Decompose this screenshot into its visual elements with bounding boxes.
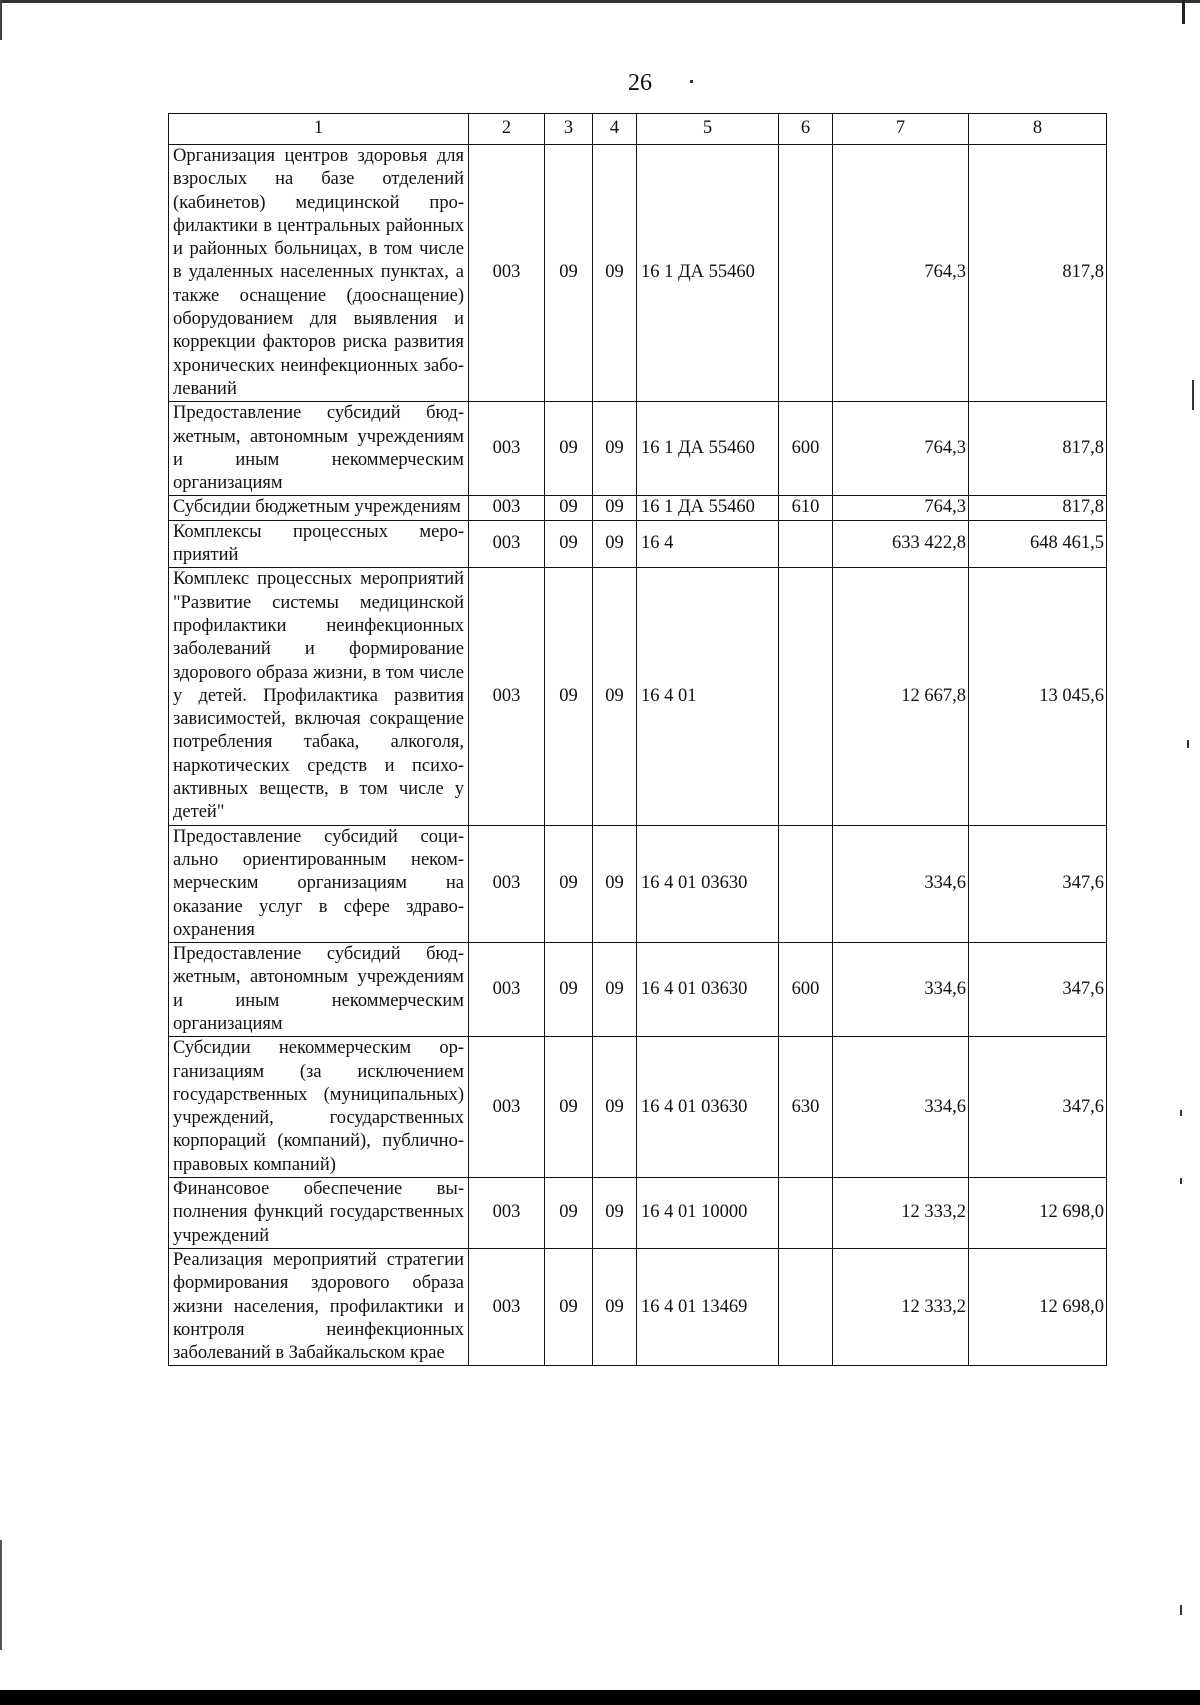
target-article-cell: 16 4 01 03630 xyxy=(637,1037,779,1178)
expense-type-cell: 600 xyxy=(779,943,833,1037)
amount-year1-cell: 12 333,2 xyxy=(833,1178,969,1249)
table-row xyxy=(169,145,1107,402)
amount-year2-cell: 817,8 xyxy=(969,145,1107,402)
expense-type-cell: 630 xyxy=(779,1037,833,1178)
target-article-cell: 16 4 01 10000 xyxy=(637,1178,779,1249)
amount-year1-cell: 334,6 xyxy=(833,943,969,1037)
target-article-cell: 16 1 ДА 55460 xyxy=(637,496,779,520)
subsection-code-cell: 09 xyxy=(593,520,637,568)
scan-top-edge-line xyxy=(0,0,1200,3)
section-code-cell: 09 xyxy=(545,1037,593,1178)
expense-name-cell: Субсидии некоммерческим организациям (за исключением государственных (муниципальных) учреждений, государственных корпораций (компаний), публично-правовых компаний) xyxy=(169,1037,469,1178)
target-article-cell: 16 4 01 03630 xyxy=(637,825,779,942)
amount-year1-cell: 633 422,8 xyxy=(833,520,969,568)
scan-left-margin-mark xyxy=(0,1540,2,1650)
column-header: 3 xyxy=(545,114,593,145)
expense-type-cell: 600 xyxy=(779,402,833,496)
section-code-cell: 09 xyxy=(545,520,593,568)
column-header: 1 xyxy=(169,114,469,145)
ministry-code-cell: 003 xyxy=(469,1037,545,1178)
amount-year2-cell: 12 698,0 xyxy=(969,1178,1107,1249)
ministry-code-cell: 003 xyxy=(469,1248,545,1365)
section-code-cell: 09 xyxy=(545,568,593,825)
expense-name-cell: Организация центров здоровья для взрослых на базе отделений (кабинетов) медицинской профилактики в центральных районных и районных больницах, в том числе в удаленных населенных пунктах, а также оснащение (дооснащение) оборудованием для выявления и коррекции факторов риска развития хронических неинфекционных заболеваний xyxy=(169,145,469,402)
scan-speck xyxy=(1180,1110,1182,1116)
subsection-code-cell: 09 xyxy=(593,1037,637,1178)
expense-name-cell: Реализация мероприятий стратегии формирования здорового образа жизни населения, профилактики и контроля неинфекционных заболеваний в Забайкальском крае xyxy=(169,1248,469,1365)
section-code-cell: 09 xyxy=(545,1248,593,1365)
target-article-cell: 16 1 ДА 55460 xyxy=(637,402,779,496)
expense-name-cell: Комплексы процессных мероприятий xyxy=(169,520,469,568)
ministry-code-cell: 003 xyxy=(469,520,545,568)
amount-year2-cell: 13 045,6 xyxy=(969,568,1107,825)
expense-name-cell: Комплекс процессных мероприятий "Развитие системы медицинской профилактики неинфекционных заболеваний и формирование здорового образа жизни, в том числе у детей. Профилактика развития зависимостей, включая сокращение потребления табака, алкоголя, наркотических средств и психоактивных веществ, в том числе у детей" xyxy=(169,568,469,825)
amount-year1-cell: 764,3 xyxy=(833,402,969,496)
section-code-cell: 09 xyxy=(545,402,593,496)
ministry-code-cell: 003 xyxy=(469,402,545,496)
ministry-code-cell: 003 xyxy=(469,145,545,402)
column-header: 4 xyxy=(593,114,637,145)
amount-year1-cell: 12 333,2 xyxy=(833,1248,969,1365)
scan-speck xyxy=(1187,740,1189,748)
expense-type-cell xyxy=(779,520,833,568)
table-row xyxy=(169,1178,1107,1249)
table-header-row xyxy=(169,114,1107,145)
target-article-cell: 16 4 xyxy=(637,520,779,568)
section-code-cell: 09 xyxy=(545,943,593,1037)
amount-year2-cell: 817,8 xyxy=(969,402,1107,496)
amount-year2-cell: 347,6 xyxy=(969,1037,1107,1178)
amount-year1-cell: 12 667,8 xyxy=(833,568,969,825)
table-row xyxy=(169,825,1107,942)
subsection-code-cell: 09 xyxy=(593,145,637,402)
table-row xyxy=(169,402,1107,496)
ministry-code-cell: 003 xyxy=(469,568,545,825)
expense-type-cell: 610 xyxy=(779,496,833,520)
expense-name-cell: Предоставление субсидий социально ориентированным некоммерческим организациям на оказание услуг в сфере здравоохранения xyxy=(169,825,469,942)
column-header: 6 xyxy=(779,114,833,145)
amount-year1-cell: 334,6 xyxy=(833,1037,969,1178)
subsection-code-cell: 09 xyxy=(593,1178,637,1249)
amount-year2-cell: 347,6 xyxy=(969,825,1107,942)
expense-type-cell xyxy=(779,1248,833,1365)
ministry-code-cell: 003 xyxy=(469,1178,545,1249)
ministry-code-cell: 003 xyxy=(469,496,545,520)
scan-speck xyxy=(1180,1605,1182,1615)
expense-type-cell xyxy=(779,145,833,402)
ministry-code-cell: 003 xyxy=(469,943,545,1037)
amount-year1-cell: 764,3 xyxy=(833,496,969,520)
target-article-cell: 16 1 ДА 55460 xyxy=(637,145,779,402)
target-article-cell: 16 4 01 13469 xyxy=(637,1248,779,1365)
ministry-code-cell: 003 xyxy=(469,825,545,942)
amount-year1-cell: 334,6 xyxy=(833,825,969,942)
scan-speck xyxy=(1192,380,1194,410)
subsection-code-cell: 09 xyxy=(593,402,637,496)
table-row xyxy=(169,1037,1107,1178)
expense-name-cell: Субсидии бюджетным учреждениям xyxy=(169,496,469,520)
section-code-cell: 09 xyxy=(545,145,593,402)
budget-table xyxy=(168,113,1107,1366)
subsection-code-cell: 09 xyxy=(593,1248,637,1365)
expense-type-cell xyxy=(779,1178,833,1249)
column-header: 5 xyxy=(637,114,779,145)
expense-name-cell: Предоставление субсидий бюджетным, автономным учреждениям и иным некоммерческим организациям xyxy=(169,402,469,496)
amount-year2-cell: 817,8 xyxy=(969,496,1107,520)
amount-year2-cell: 648 461,5 xyxy=(969,520,1107,568)
expense-name-cell: Предоставление субсидий бюджетным, автономным учреждениям и иным некоммерческим организациям xyxy=(169,943,469,1037)
target-article-cell: 16 4 01 03630 xyxy=(637,943,779,1037)
table-row xyxy=(169,1248,1107,1365)
amount-year2-cell: 347,6 xyxy=(969,943,1107,1037)
column-header: 8 xyxy=(969,114,1107,145)
table-row xyxy=(169,568,1107,825)
subsection-code-cell: 09 xyxy=(593,496,637,520)
section-code-cell: 09 xyxy=(545,496,593,520)
scan-speck xyxy=(1180,1178,1182,1184)
column-header: 2 xyxy=(469,114,545,145)
scan-bottom-edge-bar xyxy=(0,1690,1200,1705)
amount-year1-cell: 764,3 xyxy=(833,145,969,402)
expense-type-cell xyxy=(779,568,833,825)
subsection-code-cell: 09 xyxy=(593,568,637,825)
page-number: 26 xyxy=(628,70,652,96)
table-row xyxy=(169,943,1107,1037)
subsection-code-cell: 09 xyxy=(593,943,637,1037)
subsection-code-cell: 09 xyxy=(593,825,637,942)
table-row xyxy=(169,496,1107,520)
amount-year2-cell: 12 698,0 xyxy=(969,1248,1107,1365)
column-header: 7 xyxy=(833,114,969,145)
section-code-cell: 09 xyxy=(545,825,593,942)
expense-name-cell: Финансовое обеспечение выполнения функций государственных учреждений xyxy=(169,1178,469,1249)
expense-type-cell xyxy=(779,825,833,942)
table-row xyxy=(169,520,1107,568)
target-article-cell: 16 4 01 xyxy=(637,568,779,825)
section-code-cell: 09 xyxy=(545,1178,593,1249)
scan-corner-mark xyxy=(1182,0,1185,24)
scan-left-edge-mark xyxy=(0,0,2,40)
